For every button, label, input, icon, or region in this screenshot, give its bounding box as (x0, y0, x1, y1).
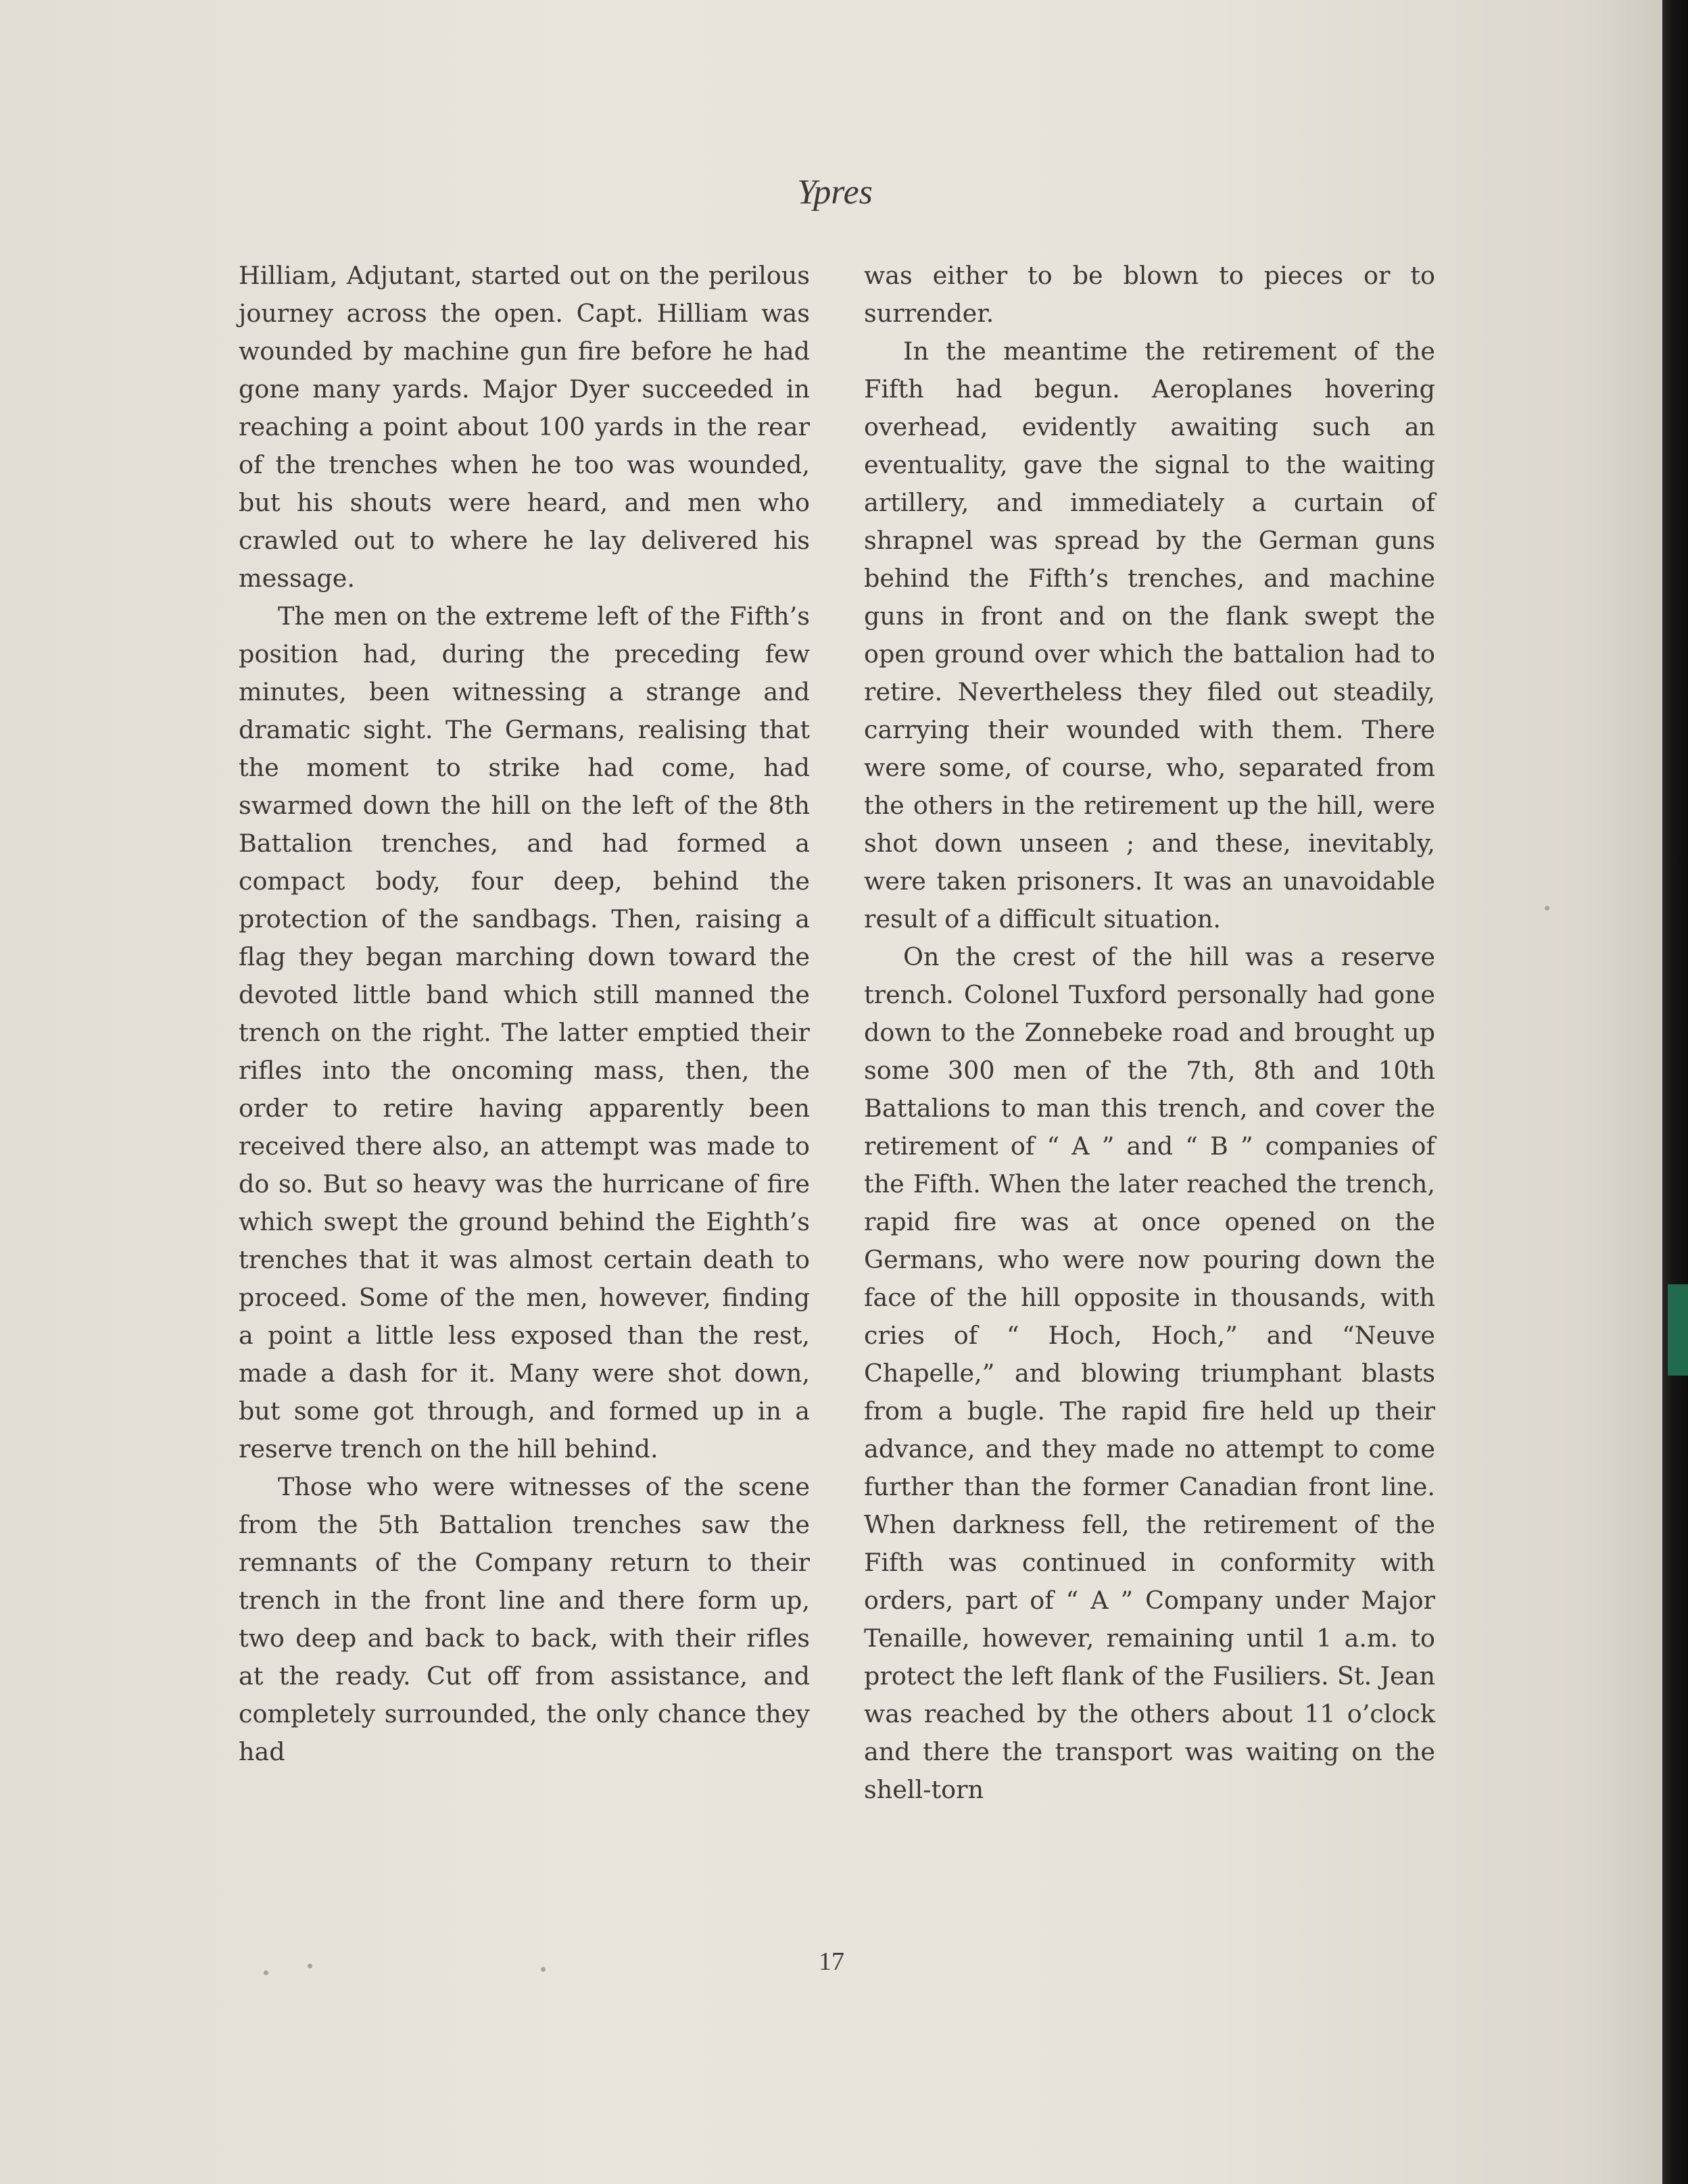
right-paragraph-3: On the crest of the hill was a reserve trench. Colonel Tuxford personally had gone down to the Zonnebeke road and brought up some 300 men of the 7th, 8th and 10th Battalions to man this trench, and cover the retirement of “ A ” and “ B ” companies of the Fifth. When the later reached the trench, rapid fire was at once opened on the Germans, who were now pouring down the face of the hill opposite in thousands, with cries of “ Hoch, Hoch,” and “Neuve Chapelle,” and blowing triumphant blasts from a bugle. The rapid fire held up their advance, and they made no attempt to come further than the former Canadian front line. When darkness fell, the retirement of the Fifth was continued in conformity with orders, part of “ A ” Company under Major Tenaille, however, remaining until 1 a.m. to protect the left flank of the Fusiliers. St. Jean was reached by the others about 11 o’clock and there the transport was waiting on the shell-torn (864, 942, 1435, 1804)
left-paragraph-3: Those who were witnesses of the scene from the 5th Battalion trenches saw the remnants of the Company return to their trench in the front line and there form up, two deep and back to back, with their rifles at the ready. Cut off from assistance, and completely surrounded, the only chance they had (239, 1472, 810, 1766)
paper-speck (541, 1967, 546, 1972)
binding-edge (1662, 0, 1688, 2184)
running-head: Ypres (797, 173, 873, 212)
paper-speck (264, 1970, 268, 1975)
left-column (239, 257, 810, 1771)
paper-speck (1545, 906, 1549, 911)
left-paragraph-2: The men on the extreme left of the Fifth’s position had, during the preceding few minutes, been witnessing a strange and dramatic sight. The Germans, realising that the moment to strike had come, had swarmed down the hill on the left of the 8th Battalion trenches, and had formed a compact body, four deep, behind the protection of the sandbags. Then, raising a flag they began marching down toward the devoted little band which still manned the trench on the right. The latter emptied their rifles into the oncoming mass, then, the order to retire having apparently been received there also, an attempt was made to do so. But so heavy was the hurricane of fire which swept the ground behind the Eighth’s trenches that it was almost certain death to proceed. Some of the men, however, finding a point a little less exposed than the rest, made a dash for it. Many were shot down, but some got through, and formed up in a reserve trench on the hill behind. (239, 602, 810, 1463)
page-number: 17 (819, 1947, 844, 1976)
right-paragraph-2: In the meantime the retirement of the Fifth had begun. Aeroplanes hovering overhead, evidently awaiting such an eventuality, gave the signal to the waiting artillery, and immediately a curtain of shrapnel was spread by the German guns behind the Fifth’s trenches, and machine guns in front and on the flank swept the open ground over which the battalion had to retire. Nevertheless they filed out steadily, carrying their wounded with them. There were some, of course, who, separated from the others in the retirement up the hill, were shot down unseen ; and these, inevitably, were taken prisoners. It was an unavoidable result of a difficult situation. (864, 337, 1435, 933)
green-tab (1668, 1284, 1688, 1376)
right-paragraph-1: was either to be blown to pieces or to surrender. (864, 261, 1435, 328)
right-column (864, 257, 1435, 1809)
paper-speck (308, 1964, 312, 1968)
left-paragraph-1: Hilliam, Adjutant, started out on the perilous journey across the open. Capt. Hilliam was wounded by machine gun fire before he had gone many yards. Major Dyer succeeded in reaching a point about 100 yards in the rear of the trenches when he too was wounded, but his shouts were heard, and men who crawled out to where he lay delivered his message. (239, 261, 810, 593)
